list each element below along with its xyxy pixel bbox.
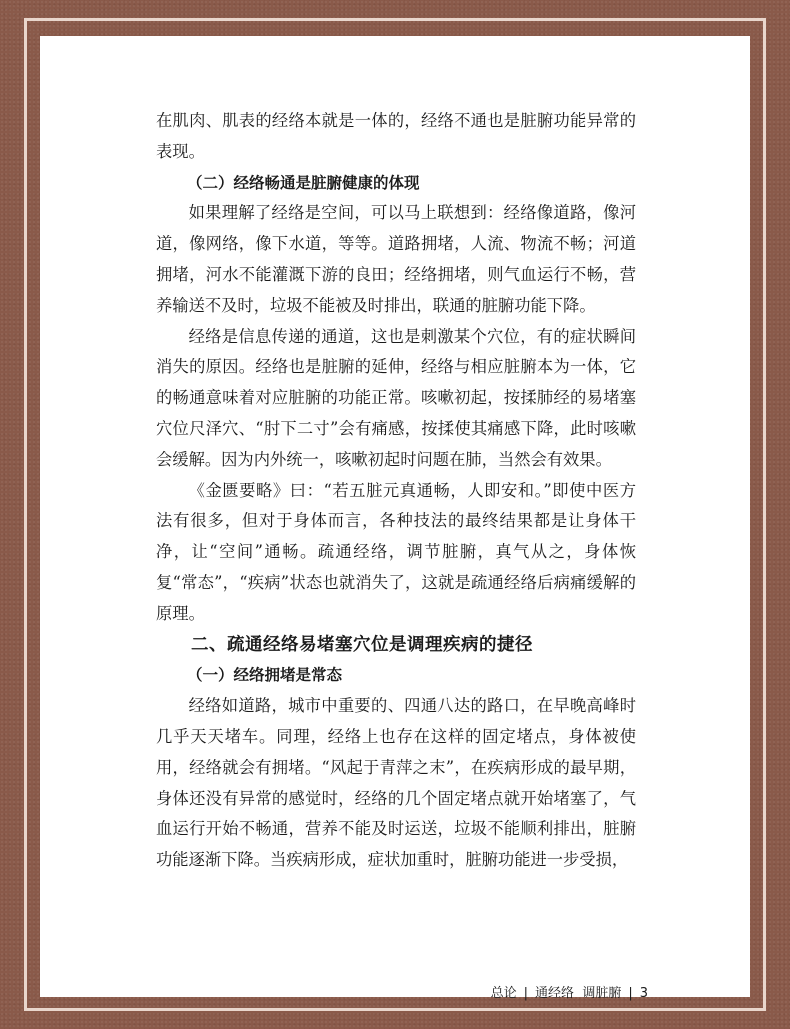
paragraph-jingui-quote: 《金匮要略》曰：“若五脏元真通畅，人即安和。”即使中医方法有很多，但对于身体而言，各种技法的最终结果都是让身体干净，让“空间”通畅。疏通经络，调节脏腑，真气从之，身体恢复“常态”，“疾病”状态也就消失了，这就是疏通经络后病痛缓解的原理。 xyxy=(156,480,636,623)
paragraph-road-analogy: 经络如道路，城市中重要的、四通八达的路口，在早晚高峰时几乎天天堵车。同理，经络上也存在这样的固定堵点，身体被使用，经络就会有拥堵。“风起于青萍之末”，在疾病形成的最早期，身体还没有异常的感觉时，经络的几个固定堵点就开始堵塞了，气血运行开始不畅通，营养不能及时运送，垃圾不能顺利排出，脏腑功能逐渐下降。当疾病形成，症状加重时，脏腑功能进一步受损， xyxy=(156,696,636,870)
book-page xyxy=(40,36,750,1001)
footer-title-2: 调脏腑 xyxy=(582,986,622,1001)
footer-title-1: 通经络 xyxy=(535,986,575,1001)
footer-divider: | xyxy=(628,986,633,1001)
subheading-meridian-flow: （二）经络畅通是脏腑健康的体现 xyxy=(187,173,420,192)
section-heading-shortcut: 二、疏通经络易堵塞穴位是调理疾病的捷径 xyxy=(191,634,533,655)
paragraph-space-analogy: 如果理解了经络是空间，可以马上联想到：经络像道路，像河道，像网络，像下水道，等等。道路拥堵，人流、物流不畅；河道拥堵，河水不能灌溉下游的良田；经络拥堵，则气血运行不畅，营养输送不及时，垃圾不能被及时排出，联通的脏腑功能下降。 xyxy=(156,203,636,315)
paragraph-information-channel: 经络是信息传递的通道，这也是刺激某个穴位，有的症状瞬间消失的原因。经络也是脏腑的延伸，经络与相应脏腑本为一体，它的畅通意味着对应脏腑的功能正常。咳嗽初起，按揉肺经的易堵塞穴位尺泽穴、“肘下二寸”会有痛感，按揉使其痛感下降，此时咳嗽会缓解。因为内外统一，咳嗽初起时问题在肺，当然会有效果。 xyxy=(156,326,636,469)
subheading-congestion-normal: （一）经络拥堵是常态 xyxy=(187,666,343,685)
footer-divider: | xyxy=(523,986,529,1001)
running-footer xyxy=(491,982,648,1001)
paragraph-continuation: 在肌肉、肌表的经络本就是一体的，经络不通也是脏腑功能异常的表现。 xyxy=(156,111,636,161)
page-number: 3 xyxy=(639,986,648,1001)
footer-part: 总论 xyxy=(490,986,517,1001)
page-content xyxy=(156,106,636,876)
